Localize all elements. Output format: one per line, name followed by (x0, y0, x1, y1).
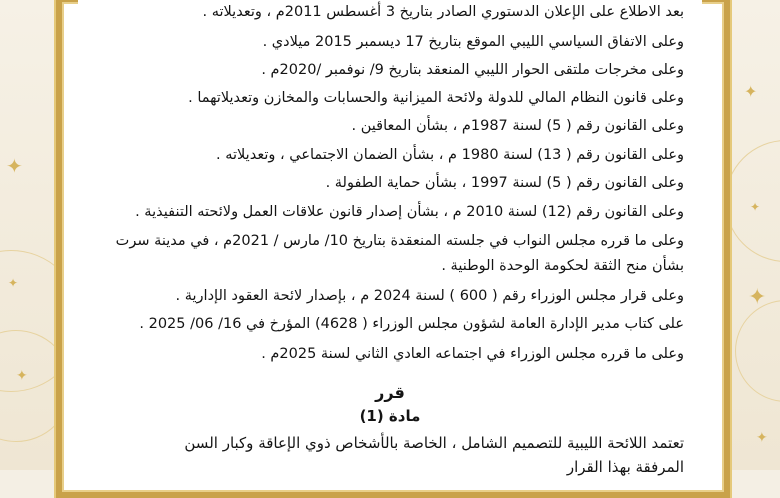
sparkle-icon: ✦ (8, 276, 19, 290)
article-text: تعتمد اللائحة الليبية للتصميم الشامل ، الخاصة بالأشخاص ذوي الإعاقة وكبار السن (184, 434, 684, 452)
sparkle-icon: ✦ (748, 285, 767, 310)
decision-heading: قرر (375, 383, 405, 402)
preamble-line: بعد الاطلاع على الإعلان الدستوري الصادر بتاريخ 3 أغسطس 2011م ، وتعديلاته . (202, 4, 684, 20)
sparkle-icon: ✦ (756, 430, 768, 446)
preamble-line: وعلى القانون رقم ( 13) لسنة 1980 م ، بشأن الضمان الاجتماعي ، وتعديلاته . (216, 147, 684, 163)
preamble-line: وعلى مخرجات ملتقى الحوار الليبي المنعقد بتاريخ 9/ نوفمبر /2020م . (261, 62, 684, 78)
preamble-line: وعلى الاتفاق السياسي الليبي الموقع بتاريخ 17 ديسمبر 2015 ميلادي . (262, 34, 684, 50)
preamble-line: وعلى القانون رقم (12) لسنة 2010 م ، بشأن إصدار قانون علاقات العمل ولائحته التنفيذية . (135, 204, 684, 220)
preamble-line: وعلى ما قرره مجلس الوزراء في اجتماعه العادي الثاني لسنة 2025م . (261, 346, 684, 362)
sparkle-icon: ✦ (6, 154, 23, 178)
document-page (78, 0, 702, 476)
article-heading: مادة (1) (359, 407, 421, 425)
sparkle-icon: ✦ (744, 82, 758, 101)
preamble-line: بشأن منح الثقة لحكومة الوحدة الوطنية . (441, 258, 684, 274)
preamble-line: وعلى ما قرره مجلس النواب في جلسته المنعقدة بتاريخ 10/ مارس / 2021م ، في مدينة سرت (115, 233, 684, 249)
article-text: المرفقة بهذا القرار (566, 458, 684, 476)
preamble-line: وعلى القانون رقم ( 5) لسنة 1987م ، بشأن المعاقين . (351, 118, 684, 134)
preamble-line: وعلى قرار مجلس الوزراء رقم ( 600 ) لسنة 2024 م ، بإصدار لائحة العقود الإدارية . (175, 288, 684, 304)
preamble-line: وعلى قانون النظام المالي للدولة ولائحة الميزانية والحسابات والمخازن وتعديلاتهما . (188, 90, 684, 106)
preamble-line: على كتاب مدير الإدارة العامة لشؤون مجلس الوزراء ( 4628) المؤرخ في 16/ 06/ 2025 . (139, 316, 684, 332)
preamble-line: وعلى القانون رقم ( 5) لسنة 1997 ، بشأن حماية الطفولة . (325, 175, 684, 191)
sparkle-icon: ✦ (750, 200, 761, 214)
sparkle-icon: ✦ (16, 368, 28, 384)
